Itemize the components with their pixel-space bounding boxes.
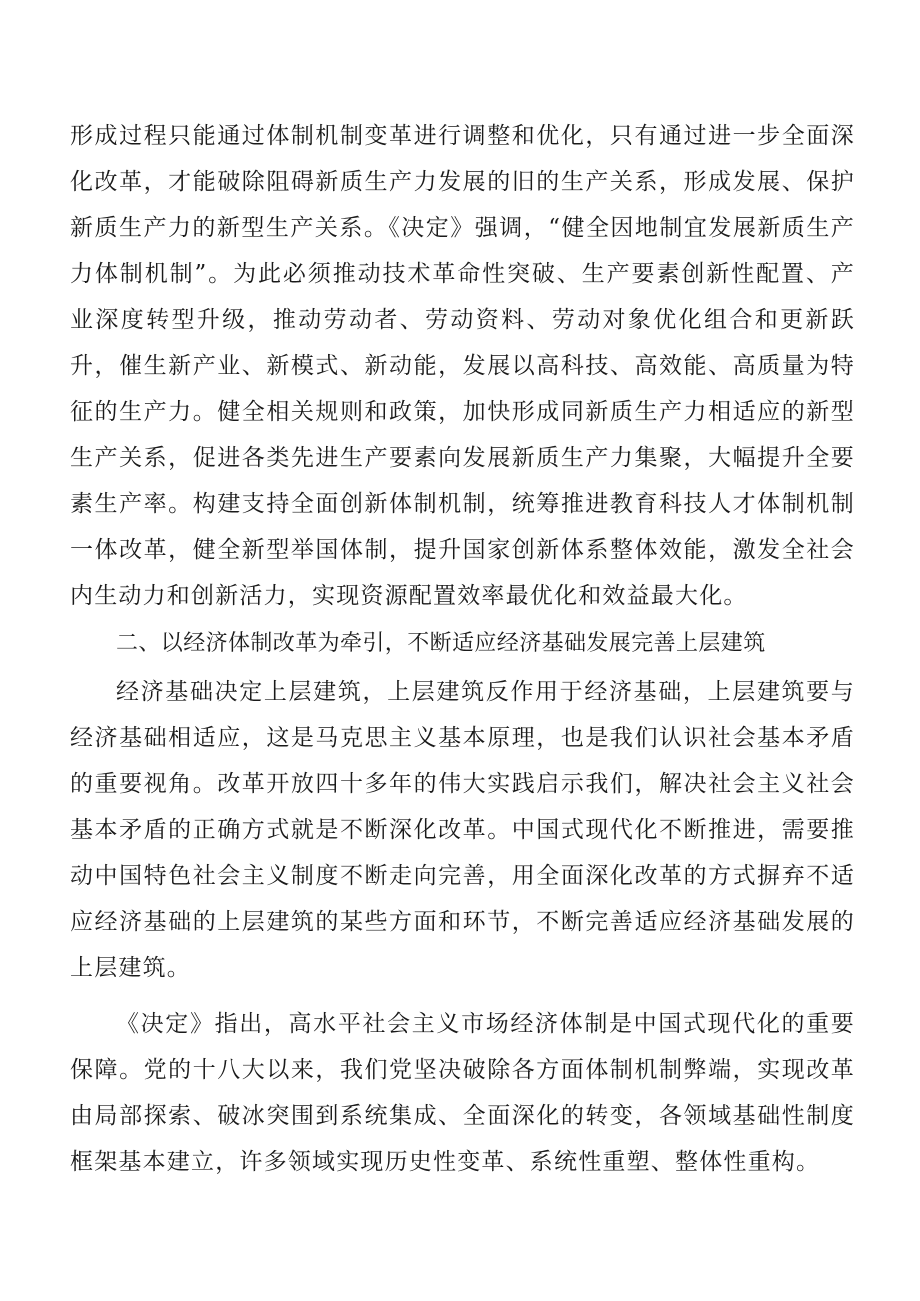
paragraph-new-productive-forces: 形成过程只能通过体制机制变革进行调整和优化，只有通过进一步全面深化改革，才能破除阻碍新质生产力发展的旧的生产关系，形成发展、保护新质生产力的新型生产关系。《决定》强调，“健全因地制宜发展新质生产力体制机制”。为此必须推动技术革命性突破、生产要素创新性配置、产业深度转型升级，推动劳动者、劳动资料、劳动对象优化组合和更新跃升，催生新产业、新模式、新动能，发展以高科技、高效能、高质量为特征的生产力。健全相关规则和政策，加快形成同新质生产力相适应的新型生产关系，促进各类先进生产要素向发展新质生产力集聚，大幅提升全要素生产率。构建支持全面创新体制机制，统筹推进教育科技人才体制机制一体改革，健全新型举国体制，提升国家创新体系整体效能，激发全社会内生动力和创新活力，实现资源配置效率最优化和效益最大化。 [70, 123, 855, 609]
paragraph-decision-market-economy: 《决定》指出，高水平社会主义市场经济体制是中国式现代化的重要保障。党的十八大以来，我们党坚决破除各方面体制机制弊端，实现改革由局部探索、破冰突围到系统集成、全面深化的转变，各领域基础性制度框架基本建立，许多领域实现历史性变革、系统性重塑、整体性重构。 [70, 1011, 855, 1175]
section-heading-two: 二、以经济体制改革为牵引，不断适应经济基础发展完善上层建筑 [116, 631, 766, 656]
paragraph-economic-base: 经济基础决定上层建筑，上层建筑反作用于经济基础，上层建筑要与经济基础相适应，这是马克思主义基本原理，也是我们认识社会基本矛盾的重要视角。改革开放四十多年的伟大实践启示我们，解决社会主义社会基本矛盾的正确方式就是不断深化改革。中国式现代化不断推进，需要推动中国特色社会主义制度不断走向完善，用全面深化改革的方式摒弃不适应经济基础的上层建筑的某些方面和环节，不断完善适应经济基础发展的上层建筑。 [70, 679, 855, 981]
